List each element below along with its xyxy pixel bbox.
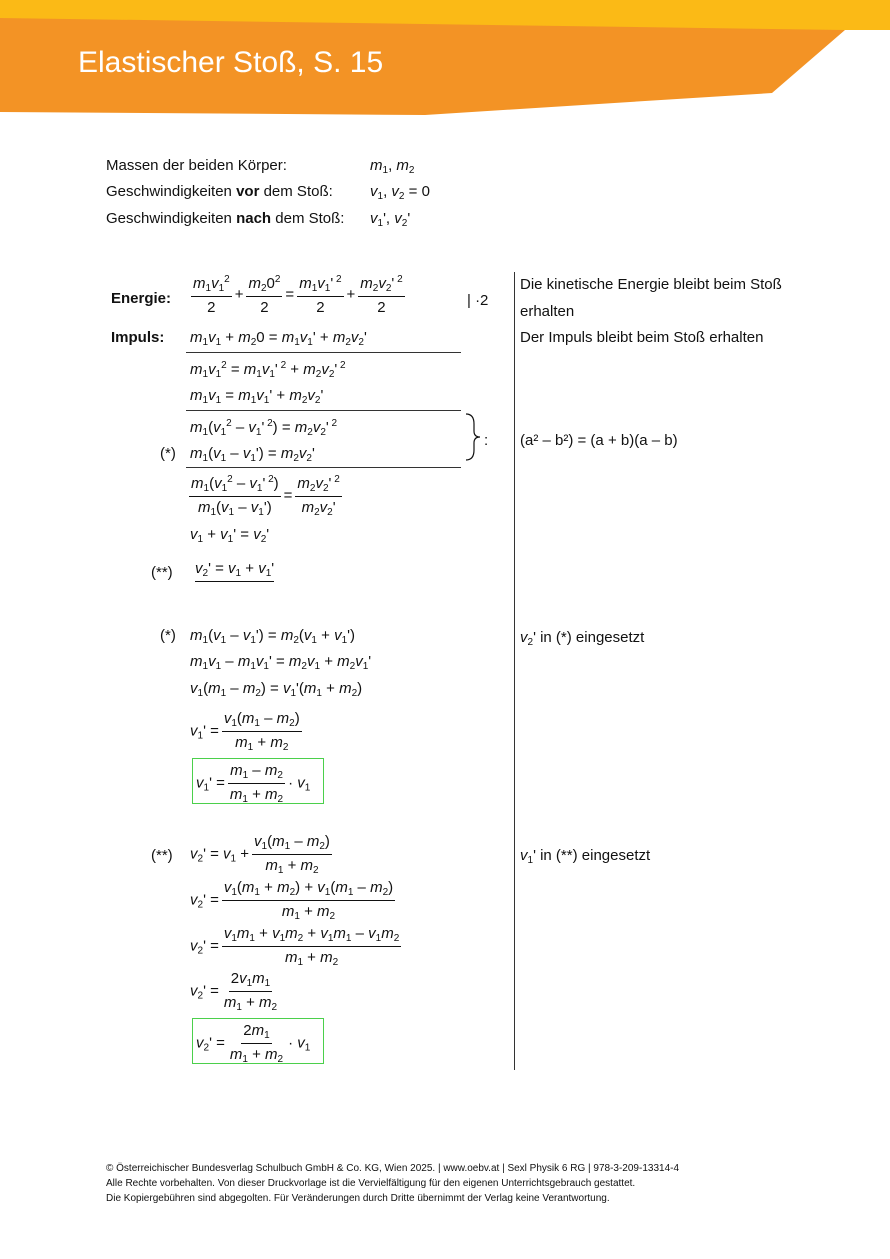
note-impulse: Der Impuls bleibt beim Stoß erhalten bbox=[520, 329, 764, 346]
equation-impulse-simplified: $m_1v_1 = m_1v_1' + m_2v_2'$ bbox=[190, 387, 324, 406]
equation-energy-simplified: $m_1v_1^2 = m_1v_1'$ $^2 + m_2v_2'$ $^2$ bbox=[190, 360, 346, 380]
double-star-label: (**) bbox=[151, 847, 173, 864]
double-star-label: (**) bbox=[151, 564, 173, 581]
equation-subst2-d: $v_2'$ = $\frac{2v_1m_1}{m_1 + m_2}$ bbox=[190, 970, 278, 1013]
separator-line bbox=[186, 410, 461, 411]
equation-sum: $v_1 + v_1' = v_2'$ bbox=[190, 526, 270, 545]
separator-line bbox=[186, 352, 461, 353]
separator-line bbox=[186, 467, 461, 468]
equation-impulse-factored: $m_1(v_1 - v_1') = m_2v_2'$ bbox=[190, 445, 315, 464]
note-energy-2: erhalten bbox=[520, 303, 575, 320]
impulse-label: Impuls: bbox=[111, 329, 165, 346]
footer-rights: Alle Rechte vorbehalten. Von dieser Druckvorlage ist die Vervielfältigung für den eigenen Unterrichtsgebrauch gestattet. bbox=[106, 1178, 636, 1189]
masses-symbols: $m_1$, $m_2$ bbox=[370, 157, 415, 176]
velocities-before-label: Geschwindigkeiten vor dem Stoß: bbox=[106, 183, 333, 200]
page-title: Elastischer Stoß, S. 15 bbox=[78, 46, 384, 79]
velocities-after-label: Geschwindigkeiten nach dem Stoß: bbox=[106, 210, 345, 227]
energy-equation: $\frac{m_1v_1^2}{2}$ + $\frac{m_20^2}{2}$ = $\frac{m_1v_1' ^2}{2}$ + $\frac{m_2v_2' ^2}{2}$ bbox=[193, 274, 403, 316]
footer-fees: Die Kopiergebühren sind abgegolten. Für Veränderungen durch Dritte übernimmt der Verlag keine Verantwortung. bbox=[106, 1193, 610, 1204]
note-binomial: (a² – b²) = (a + b)(a – b) bbox=[520, 432, 678, 449]
result-v1-prime: $v_1'$ = $\frac{m_1 - m_2}{m_1 + m_2}$ · $v_1$ bbox=[196, 762, 311, 805]
note-energy-1: Die kinetische Energie bleibt beim Stoß bbox=[520, 276, 782, 293]
equation-subst1-a: $m_1(v_1 - v_1') = m_2(v_1 + v_1')$ bbox=[190, 627, 355, 646]
equation-energy-factored: $m_1(v_1^2 - v_1'$ $^2) = m_2v_2'$ $^2$ bbox=[190, 418, 338, 438]
equation-division: $\frac{m_1(v_1^2 - v_1' ^2)}{m_1(v_1 - v_1')}$ = $\frac{m_2v_2' ^2}{m_2v_2'}$ bbox=[191, 474, 340, 518]
velocities-before-symbols: $v_1$, $v_2 = 0$ bbox=[370, 183, 430, 202]
masses-label: Massen der beiden Körper: bbox=[106, 157, 287, 174]
impulse-equation: $m_1v_1 + m_20 = m_1v_1' + m_2v_2'$ bbox=[190, 329, 367, 348]
divide-colon: : bbox=[484, 432, 489, 449]
equation-v2-prime: $v_2' = v_1 + v_1'$ bbox=[195, 560, 274, 582]
equation-subst1-c: $v_1(m_1 - m_2) = v_1'(m_1 + m_2)$ bbox=[190, 680, 363, 699]
equation-subst2-b: $v_2'$ = $\frac{v_1(m_1 + m_2) + v_1(m_1 - m_2)}{m_1 + m_2}$ bbox=[190, 879, 394, 922]
equation-subst1-b: $m_1v_1 - m_1v_1' = m_2v_1 + m_2v_1'$ bbox=[190, 653, 372, 672]
result-v2-prime: $v_2'$ = $\frac{2m_1}{m_1 + m_2}$ · $v_1$ bbox=[196, 1022, 311, 1065]
equation-subst2-a: $v_2' = v_1$ + $\frac{v_1(m_1 - m_2)}{m_1 + m_2}$ bbox=[190, 833, 330, 876]
velocities-after-symbols: $v_1'$, $v_2'$ bbox=[370, 210, 411, 229]
energy-label: Energie: bbox=[111, 290, 172, 307]
equation-subst2-c: $v_2'$ = $\frac{v_1m_1 + v_1m_2 + v_1m_1 - v_1m_2}{m_1 + m_2}$ bbox=[190, 925, 400, 968]
star-label: (*) bbox=[160, 627, 176, 644]
column-divider bbox=[514, 272, 515, 1070]
star-label: (*) bbox=[160, 445, 176, 462]
multiply-by-2: | ·2 bbox=[467, 292, 489, 309]
equation-subst1-d: $v_1'$ = $\frac{v_1(m_1 - m_2)}{m_1 + m_2}$ bbox=[190, 710, 300, 753]
note-substitution-1: $v_2'$ in (*) eingesetzt bbox=[520, 629, 645, 648]
brace-icon bbox=[464, 412, 484, 462]
note-substitution-2: $v_1'$ in (**) eingesetzt bbox=[520, 847, 651, 866]
footer-copyright: © Österreichischer Bundesverlag Schulbuch GmbH & Co. KG, Wien 2025. | www.oebv.at | Sexl Physik 6 RG | 978-3-209-13314-4 bbox=[106, 1163, 680, 1174]
